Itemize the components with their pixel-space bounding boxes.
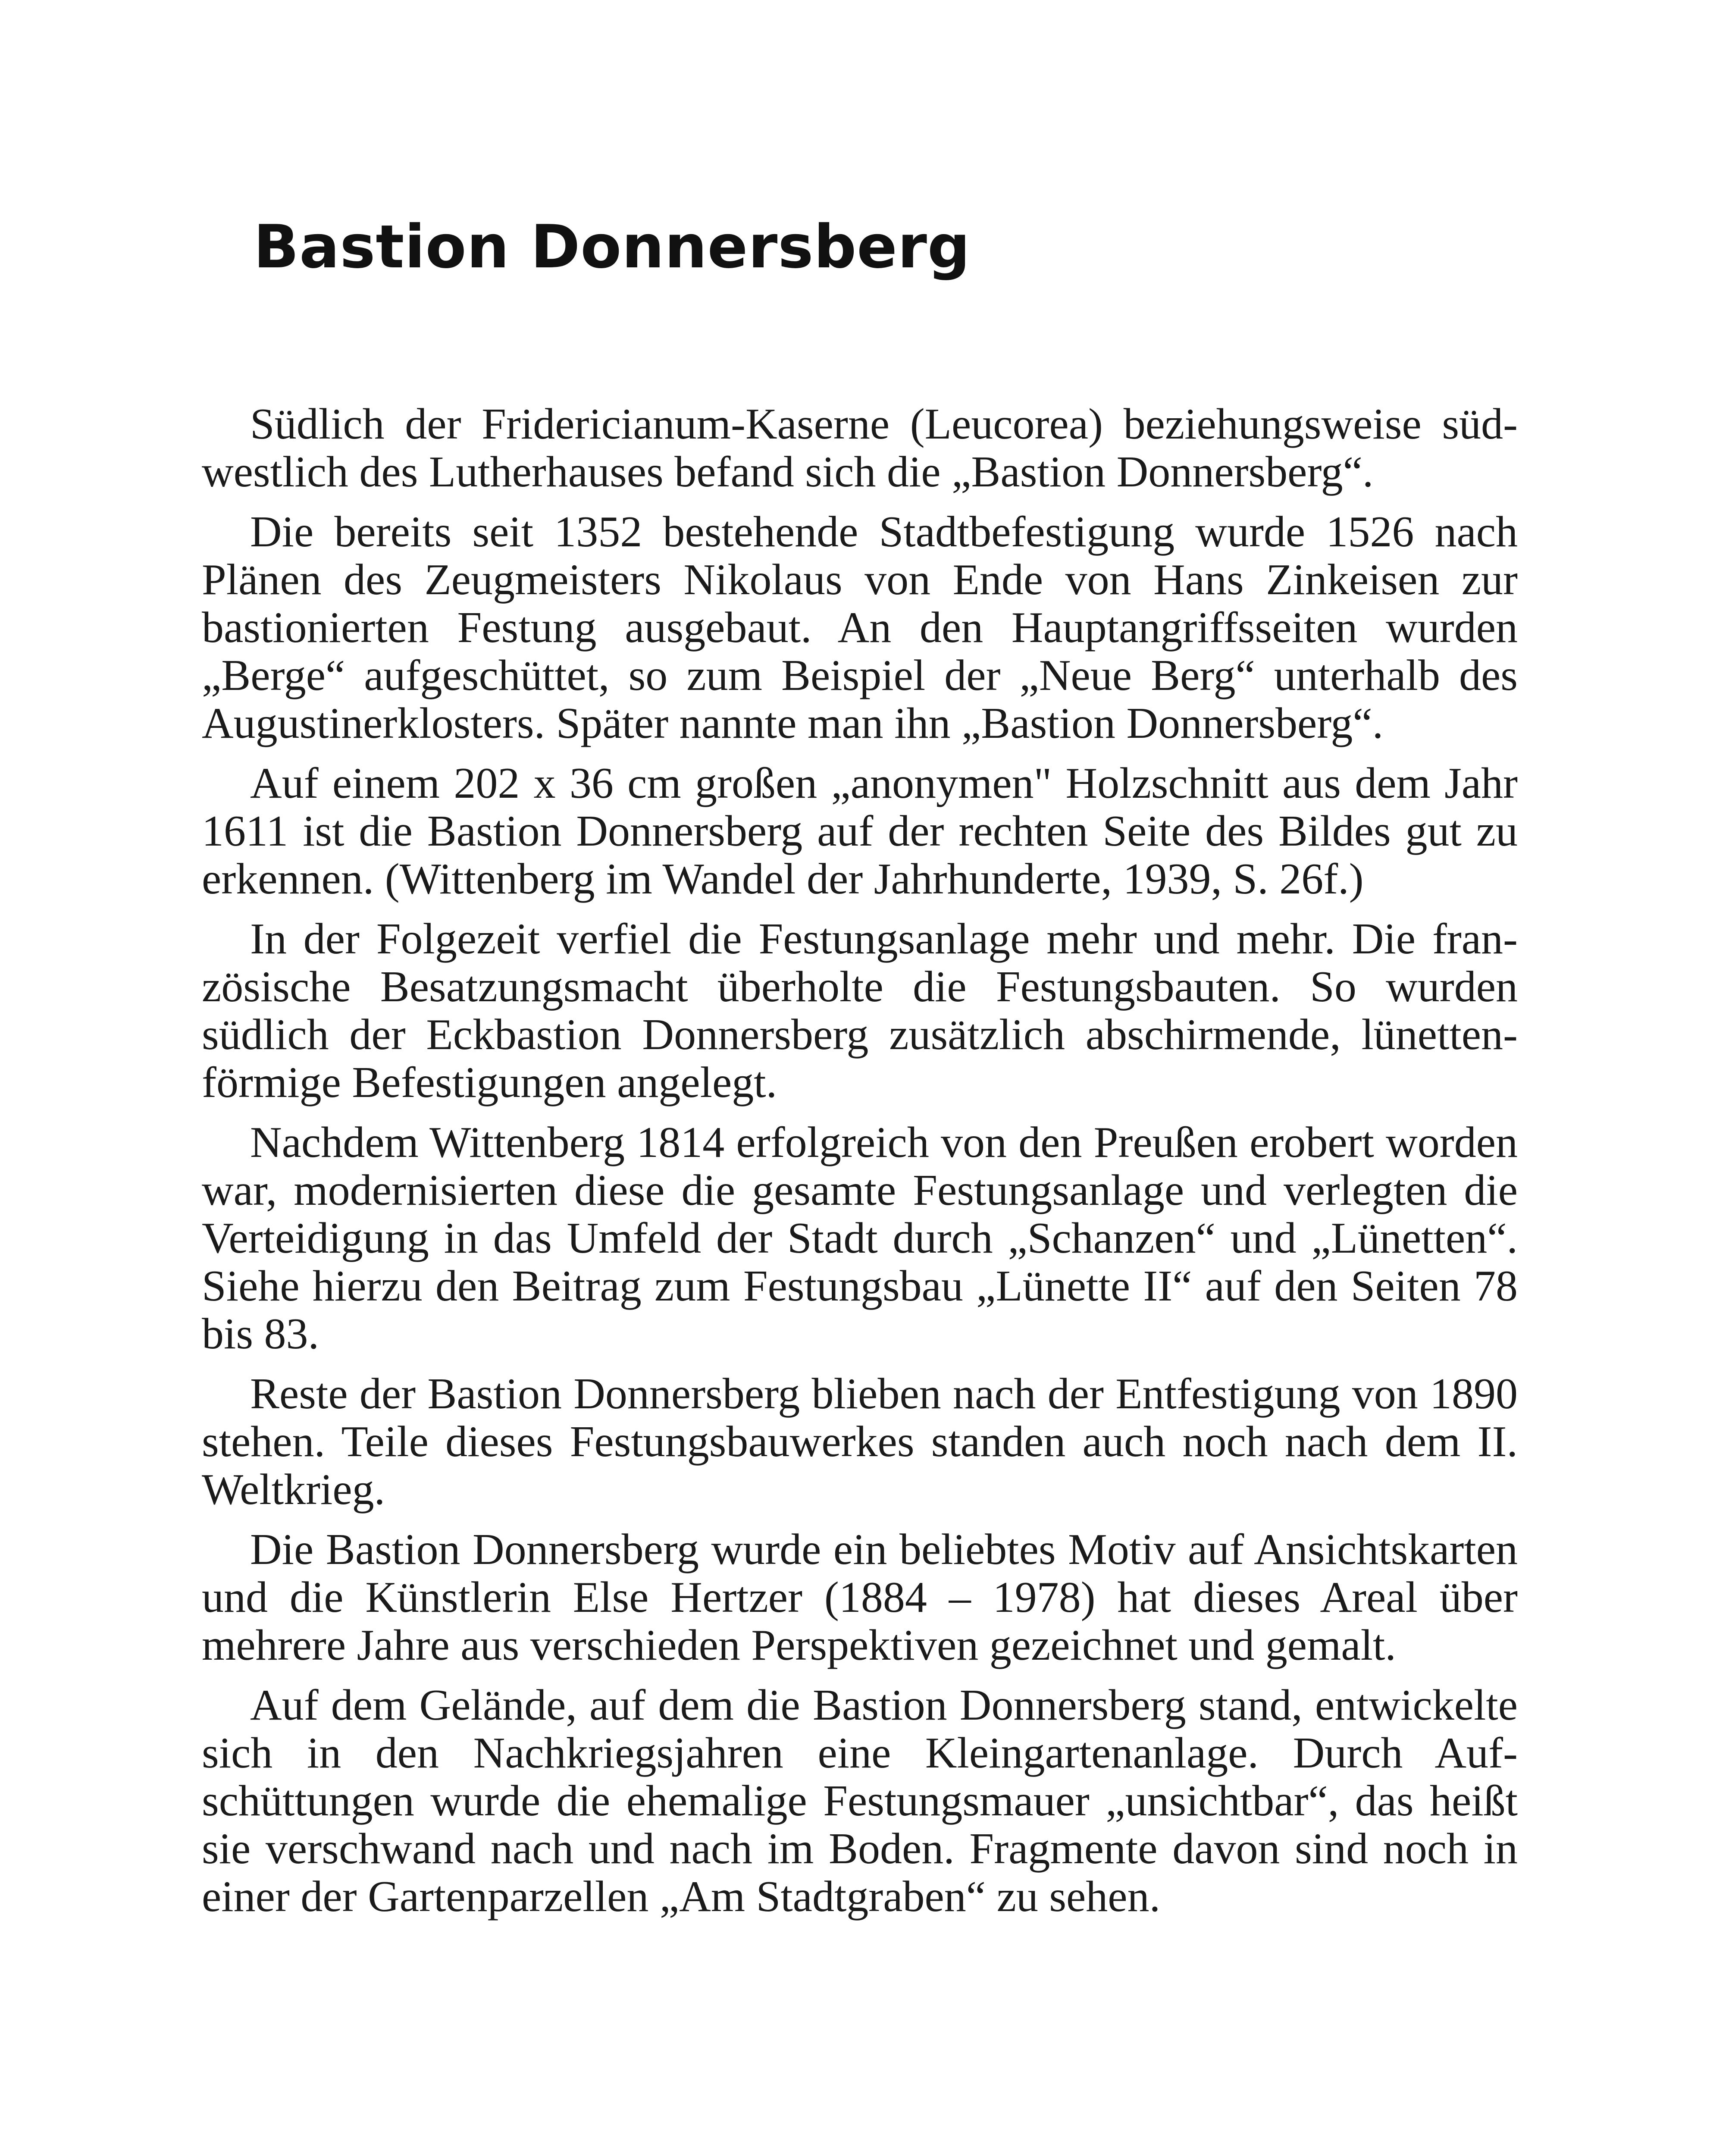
paragraph: Südlich der Fridericianum-Kaserne (Leucorea) beziehungsweise südwestlich des Lutherhauses befand sich die „Bastion Donnersberg“. xyxy=(202,400,1518,496)
body-text xyxy=(202,400,1518,1933)
paragraph: Auf dem Gelände, auf dem die Bastion Donnersberg stand, entwickelte sich in den Nachkriegsjahren eine Kleingartenanlage. Durch Aufschüttungen wurde die ehemalige Festungsmauer „unsichtbar“, das heißt sie verschwand nach und nach im Boden. Fragmente davon sind noch in einer der Gartenparzellen „Am Stadtgraben“ zu sehen. xyxy=(202,1681,1518,1921)
paragraph: Nachdem Wittenberg 1814 erfolgreich von den Preußen erobert worden war, modernisierten diese die gesamte Festungsanlage und verlegten die Verteidigung in das Umfeld der Stadt durch „Schanzen“ und „Lünetten“. Siehe hierzu den Beitrag zum Festungsbau „Lünette II“ auf den Seiten 78 bis 83. xyxy=(202,1118,1518,1358)
paragraph: In der Folgezeit verfiel die Festungsanlage mehr und mehr. Die französische Besatzungsmacht überholte die Festungsbauten. So wurden südlich der Eckbastion Donnersberg zusätzlich abschirmende, lünettenförmige Befestigungen angelegt. xyxy=(202,915,1518,1107)
paragraph: Auf einem 202 x 36 cm großen „anonymen" Holzschnitt aus dem Jahr 1611 ist die Bastion Donnersberg auf der rechten Seite des Bildes gut zu erkennen. (Wittenberg im Wandel der Jahrhunderte, 1939, S. 26f.) xyxy=(202,759,1518,903)
page-title: Bastion Donnersberg xyxy=(254,212,971,282)
paragraph: Die Bastion Donnersberg wurde ein beliebtes Motiv auf Ansichtskarten und die Künstlerin Else Hertzer (1884 – 1978) hat dieses Areal über mehrere Jahre aus verschieden Perspektiven gezeichnet und gemalt. xyxy=(202,1525,1518,1670)
paragraph: Reste der Bastion Donnersberg blieben nach der Entfestigung von 1890 stehen. Teile dieses Festungsbauwerkes standen auch noch nach dem II. Weltkrieg. xyxy=(202,1369,1518,1514)
paragraph: Die bereits seit 1352 bestehende Stadtbefestigung wurde 1526 nach Plänen des Zeugmeisters Nikolaus von Ende von Hans Zinkeisen zur bastionierten Festung ausgebaut. An den Hauptangriffsseiten wurden „Berge“ aufgeschüttet, so zum Beispiel der „Neue Berg“ unterhalb des Augustinerklosters. Später nannte man ihn „Bastion Donnersberg“. xyxy=(202,508,1518,748)
